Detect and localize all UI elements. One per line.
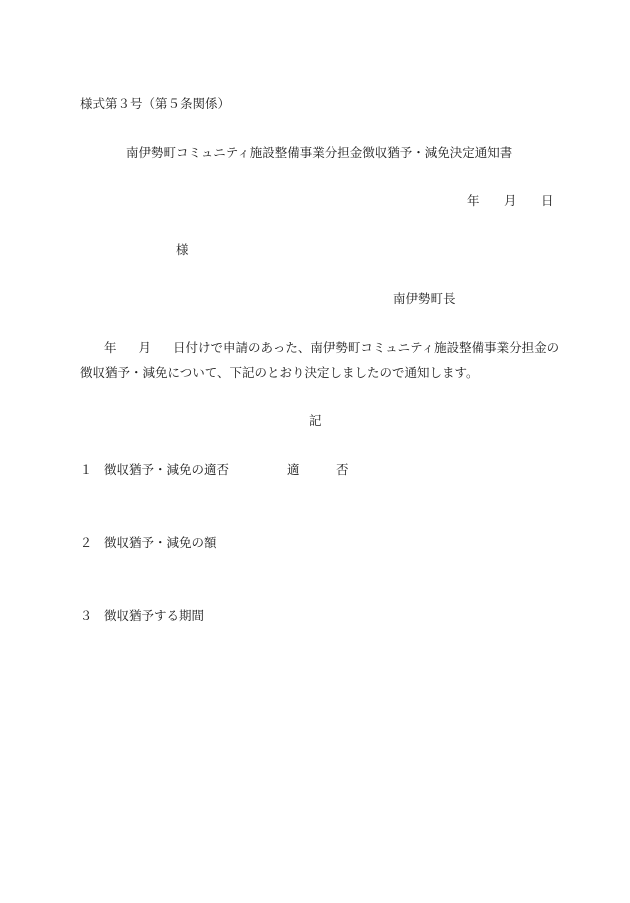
body-month-label: 月: [138, 340, 152, 355]
form-number: 様式第３号（第５条関係）: [80, 96, 231, 111]
ki-heading: 記: [309, 413, 322, 428]
date-year-label: 年: [467, 193, 480, 208]
date-day-label: 日: [541, 193, 554, 208]
item-label: 徴収猶予・減免の適否: [104, 462, 230, 477]
item-label: 徴収猶予する期間: [104, 608, 205, 623]
option-reject: 否: [336, 462, 349, 477]
issuer-name: 南伊勢町長: [393, 291, 456, 306]
body-paragraph-line-1: [104, 340, 559, 356]
body-paragraph-line-2: 徴収猶予・減免について、下記のとおり決定しましたので通知します。: [80, 365, 479, 380]
addressee-suffix: 様: [176, 242, 189, 257]
option-approve: 適: [287, 462, 300, 477]
body-line1-text: 日付けで申請のあった、南伊勢町コミュニティ施設整備事業分担金の: [173, 340, 560, 355]
item-label: 徴収猶予・減免の額: [104, 535, 217, 550]
item-number: ２: [79, 535, 93, 550]
item-number: １: [79, 462, 93, 477]
document-title: 南伊勢町コミュニティ施設整備事業分担金徴収猶予・減免決定通知書: [126, 145, 513, 160]
item-number: ３: [79, 608, 93, 623]
body-year-label: 年: [104, 340, 117, 355]
date-month-label: 月: [504, 193, 517, 208]
